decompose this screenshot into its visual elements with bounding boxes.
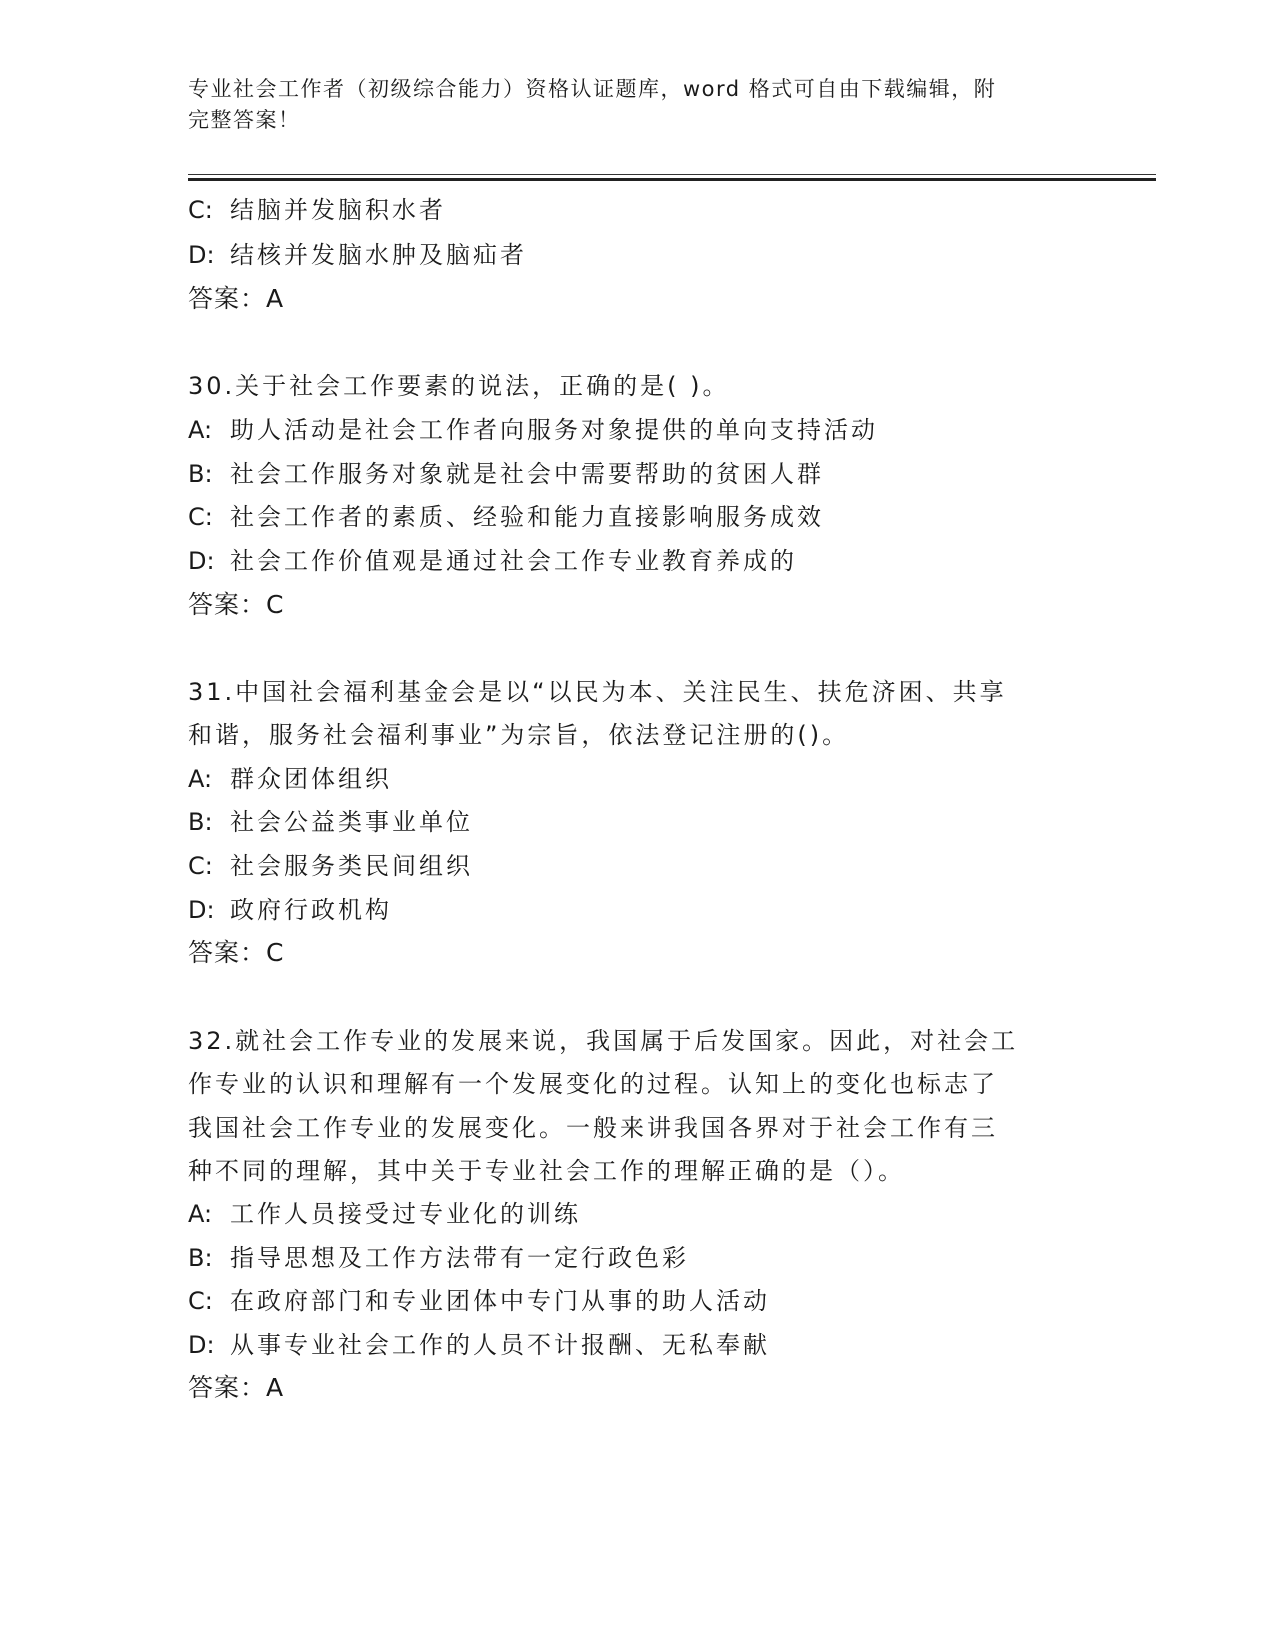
q31-option-a: A: 群众团体组织 [188, 765, 392, 793]
q32-stem-line-2: 作专业的认识和理解有一个发展变化的过程。认知上的变化也标志了 [188, 1070, 998, 1098]
q32-stem-line-4: 种不同的理解，其中关于专业社会工作的理解正确的是（）。 [188, 1157, 905, 1185]
q29-option-d: D: 结核并发脑水肿及脑疝者 [188, 241, 527, 269]
header-line-2: 完整答案！ [188, 108, 301, 132]
q30-stem: 30.关于社会工作要素的说法，正确的是( )。 [188, 372, 730, 400]
q30-option-b: B: 社会工作服务对象就是社会中需要帮助的贫困人群 [188, 460, 824, 488]
q31-stem-line-1: 31.中国社会福利基金会是以“以民为本、关注民生、扶危济困、共享 [188, 678, 1007, 706]
q31-option-c: C: 社会服务类民间组织 [188, 852, 473, 880]
q30-option-c: C: 社会工作者的素质、经验和能力直接影响服务成效 [188, 503, 824, 531]
q31-answer: 答案：C [188, 938, 285, 967]
q31-option-b: B: 社会公益类事业单位 [188, 808, 473, 836]
q29-option-c: C: 结脑并发脑积水者 [188, 196, 446, 224]
header-rule-thick [188, 178, 1156, 181]
q32-option-b: B: 指导思想及工作方法带有一定行政色彩 [188, 1244, 689, 1272]
document-header [188, 74, 1088, 136]
q32-option-a: A: 工作人员接受过专业化的训练 [188, 1200, 581, 1228]
q29-answer: 答案：A [188, 284, 285, 313]
q32-stem-line-3: 我国社会工作专业的发展变化。一般来讲我国各界对于社会工作有三 [188, 1114, 998, 1142]
q30-answer: 答案：C [188, 590, 285, 619]
q30-option-d: D: 社会工作价值观是通过社会工作专业教育养成的 [188, 547, 797, 575]
q32-stem-line-1: 32.就社会工作专业的发展来说，我国属于后发国家。因此，对社会工 [188, 1027, 1019, 1055]
q32-answer: 答案：A [188, 1373, 285, 1402]
q31-stem-line-2: 和谐，服务社会福利事业”为宗旨，依法登记注册的()。 [188, 721, 850, 749]
header-line-1: 专业社会工作者（初级综合能力）资格认证题库，word 格式可自由下载编辑，附 [188, 77, 997, 101]
q31-option-d: D: 政府行政机构 [188, 896, 392, 924]
q30-option-a: A: 助人活动是社会工作者向服务对象提供的单向支持活动 [188, 416, 878, 444]
header-rule-thin [188, 174, 1156, 175]
q32-option-d: D: 从事专业社会工作的人员不计报酬、无私奉献 [188, 1331, 770, 1359]
q32-option-c: C: 在政府部门和专业团体中专门从事的助人活动 [188, 1287, 770, 1315]
